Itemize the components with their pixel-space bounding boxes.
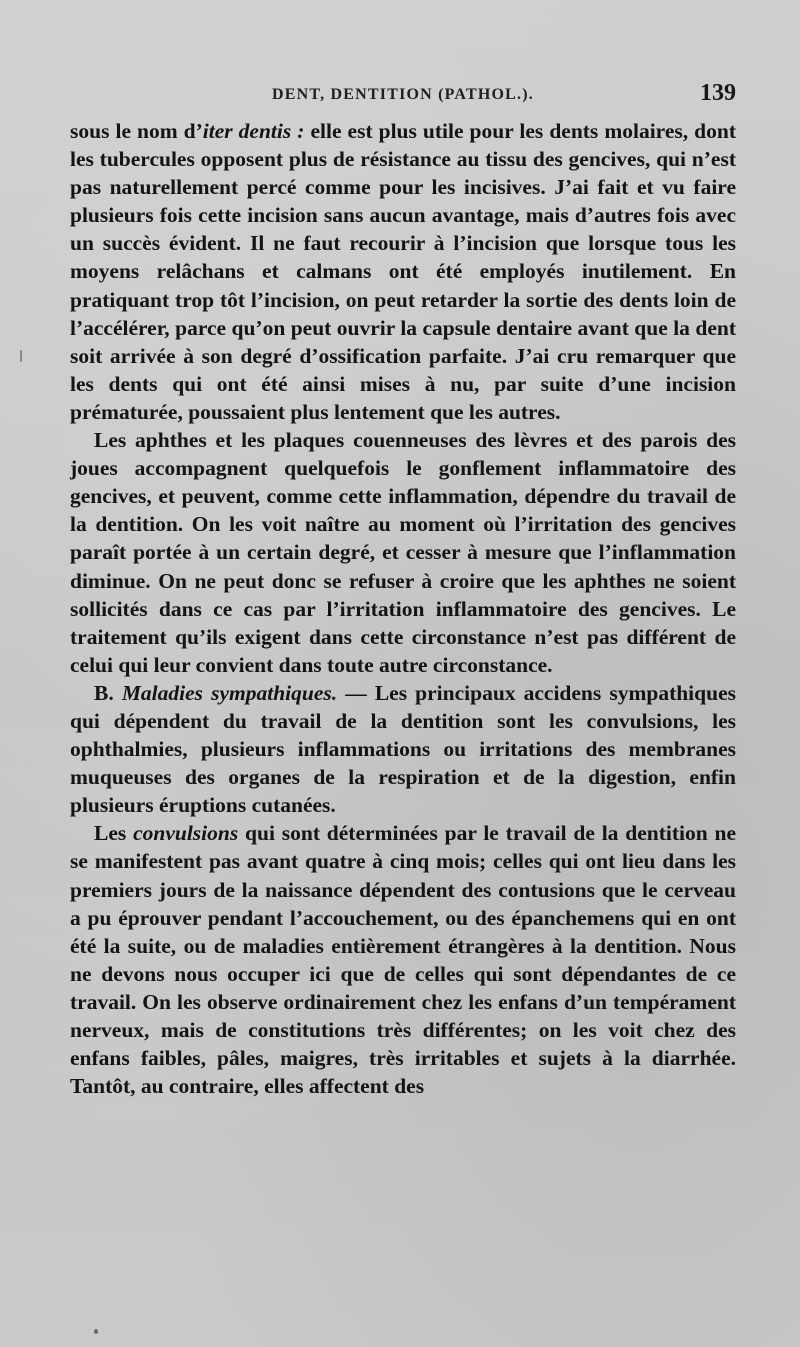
running-head — [70, 80, 736, 110]
section-heading: Maladies sympathiques. — [121, 680, 338, 705]
paper-speck — [20, 350, 22, 362]
text-segment: elle est plus utile pour les dents molaires, dont les tubercules opposent plus de résistance au tissu des gencives, qui n’est pas naturellement percé comme pour les incisives. J’ai fait et vu faire plusieurs fois cette incision sans aucun avantage, mais d’autres fois avec un succès évident. Il ne faut recourir à l’incision que lorsque tous les moyens relâchans et calmans ont été employés inutilement. En pratiquant trop tôt l’incision, on peut retarder la sortie des dents loin de l’accélérer, parce qu’on peut ouvrir la capsule dentaire avant que la dent soit arrivée à son degré d’ossification parfaite. J’ai cru remarquer que les dents qui ont été ainsi mises à nu, par suite d’une incision prématurée, poussaient plus lentement que les autres. — [70, 119, 736, 424]
text-segment: sous le nom d’ — [70, 119, 203, 143]
text-segment: Les — [94, 821, 134, 846]
paragraph — [70, 117, 736, 426]
body-text — [70, 117, 736, 1100]
italic-term: iter dentis : — [202, 119, 305, 143]
paragraph — [70, 679, 736, 819]
paper-speck — [94, 1329, 98, 1334]
running-title: DENT, DENTITION (PATHOL.). — [272, 86, 534, 103]
paragraph — [70, 426, 736, 679]
text-segment: Les aphthes et les plaques couenneuses des lèvres et des parois des joues accompagnent quelquefois le gonflement inflammatoire des gencives, et peuvent, comme cette inflammation, dépendre du travail de la dentition. On les voit naître au moment où l’irritation des gencives paraît portée à un certain degré, et cesser à mesure que l’inflammation diminue. On ne peut donc se refuser à croire que les aphthes ne soient sollicités dans ce cas par l’irritation inflammatoire des gencives. Le traitement qu’ils exigent dans cette circonstance n’est pas différent de celui qui leur convient dans toute autre circonstance. — [70, 428, 736, 677]
paragraph — [70, 819, 736, 1100]
page-number: 139 — [700, 80, 736, 106]
italic-term: convulsions — [133, 821, 239, 846]
text-segment: B. — [94, 680, 122, 705]
text-segment: — Les principaux accidens sympathiques qui dépendent du travail de la dentition sont les convulsions, les ophthalmies, plusieurs inflammations ou irritations des membranes muqueuses des organes de la respiration et de la digestion, enfin plusieurs éruptions cutanées. — [70, 680, 736, 818]
text-segment: qui sont déterminées par le travail de la dentition ne se manifestent pas avant quatre à cinq mois; celles qui ont lieu dans les premiers jours de la naissance dépendent des contusions que le cerveau a pu éprouver pendant l’accouchement, ou des épanchemens qui en ont été la suite, ou de maladies entièrement étrangères à la dentition. Nous ne devons nous occuper ici que de celles qui sont dépendantes de ce travail. On les observe ordinairement chez les enfans d’un tempérament nerveux, mais de constitutions très différentes; on les voit chez des enfans faibles, pâles, maigres, très irritables et sujets à la diarrhée. Tantôt, au contraire, elles affectent des — [70, 821, 737, 1099]
